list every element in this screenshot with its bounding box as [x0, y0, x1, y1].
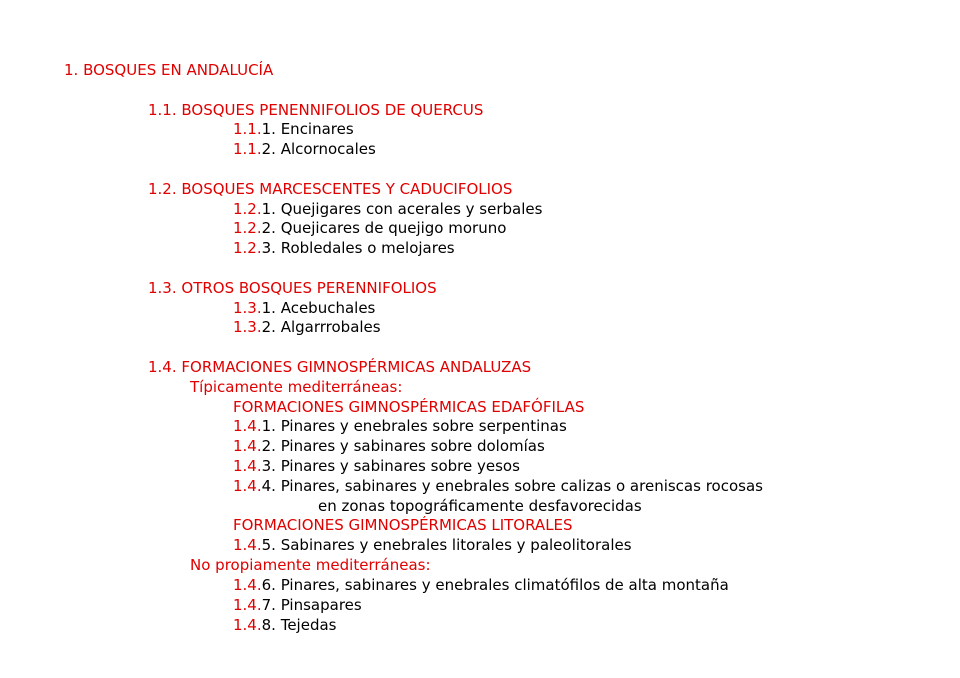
item-prefix: 1.4.: [233, 616, 262, 634]
list-item: [233, 536, 632, 554]
section-1-3-heading: 1.3. OTROS BOSQUES PERENNIFOLIOS: [148, 279, 437, 297]
list-item: [233, 318, 381, 336]
list-item: [233, 299, 375, 317]
item-prefix: 1.3.: [233, 318, 262, 336]
item-text: 2. Alcornocales: [261, 140, 376, 158]
item-text: 8. Tejedas: [261, 616, 337, 634]
item-prefix: 1.1.: [233, 140, 262, 158]
item-text: 3. Pinares y sabinares sobre yesos: [261, 457, 520, 475]
list-item: [233, 437, 545, 455]
list-item: [233, 477, 763, 495]
item-text: 1. Quejigares con acerales y serbales: [261, 200, 543, 218]
item-text: 2. Quejicares de quejigo moruno: [261, 219, 507, 237]
item-text: 7. Pinsapares: [261, 596, 362, 614]
item-prefix: 1.4.: [233, 457, 262, 475]
item-prefix: 1.4.: [233, 437, 262, 455]
item-text: 1. Encinares: [261, 120, 354, 138]
item-text: 5. Sabinares y enebrales litorales y paleolitorales: [261, 536, 632, 554]
item-prefix: 1.4.: [233, 576, 262, 594]
list-item: [233, 239, 455, 257]
list-item: [233, 120, 354, 138]
item-prefix: 1.3.: [233, 299, 262, 317]
item-prefix: 1.4.: [233, 477, 262, 495]
document-title: 1. BOSQUES EN ANDALUCÍA: [64, 61, 274, 79]
item-prefix: 1.4.: [233, 596, 262, 614]
item-prefix: 1.2.: [233, 239, 262, 257]
item-prefix: 1.4.: [233, 417, 262, 435]
list-item: [233, 417, 567, 435]
item-text: 1. Pinares y enebrales sobre serpentinas: [261, 417, 567, 435]
subheading-typical: Típicamente mediterráneas:: [190, 378, 403, 396]
list-item: [233, 219, 506, 237]
section-1-4-heading: 1.4. FORMACIONES GIMNOSPÉRMICAS ANDALUZAS: [148, 358, 532, 376]
item-prefix: 1.2.: [233, 200, 262, 218]
list-item: [233, 457, 520, 475]
group-heading-litorales: FORMACIONES GIMNOSPÉRMICAS LITORALES: [233, 516, 573, 534]
list-item: [233, 200, 542, 218]
list-item: [233, 596, 362, 614]
list-item: [233, 576, 729, 594]
section-1-2-heading: 1.2. BOSQUES MARCESCENTES Y CADUCIFOLIOS: [148, 180, 513, 198]
item-prefix: 1.2.: [233, 219, 262, 237]
list-item-continuation: en zonas topográficamente desfavorecidas: [318, 497, 642, 515]
list-item: [233, 140, 376, 158]
group-heading-edafofilas: FORMACIONES GIMNOSPÉRMICAS EDAFÓFILAS: [233, 398, 585, 416]
item-text: 3. Robledales o melojares: [261, 239, 455, 257]
item-prefix: 1.1.: [233, 120, 262, 138]
item-text: 2. Algarrrobales: [261, 318, 381, 336]
item-prefix: 1.4.: [233, 536, 262, 554]
section-1-1-heading: 1.1. BOSQUES PENENNIFOLIOS DE QUERCUS: [148, 101, 484, 119]
item-text: 1. Acebuchales: [261, 299, 376, 317]
list-item: [233, 616, 336, 634]
item-text: 6. Pinares, sabinares y enebrales climatófilos de alta montaña: [261, 576, 729, 594]
item-text: 2. Pinares y sabinares sobre dolomías: [261, 437, 545, 455]
subheading-not-typical: No propiamente mediterráneas:: [190, 556, 431, 574]
item-text: 4. Pinares, sabinares y enebrales sobre calizas o areniscas rocosas: [261, 477, 763, 495]
